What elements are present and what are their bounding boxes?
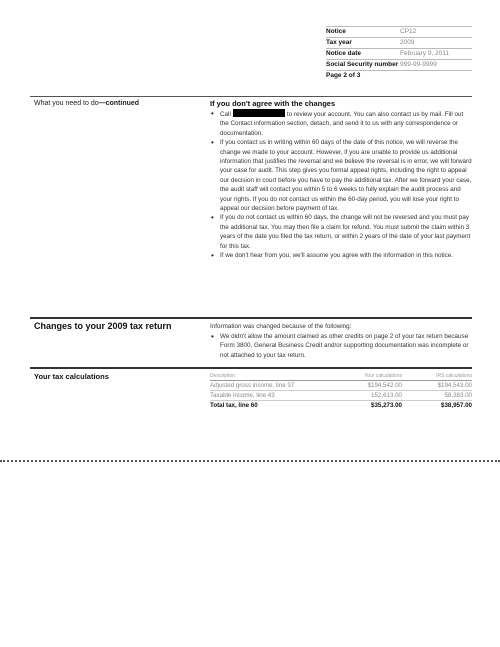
bullet-text: to review your account. You can also contact us by mail. Fill out the Contact information section, detach, and send it to us with any correspondence or documentation. (220, 111, 464, 137)
total-label: Total tax, line 60 (210, 402, 258, 409)
what-to-do-text: What you need to do (34, 100, 99, 107)
column-header: Description (210, 373, 236, 379)
changes-bullets (210, 332, 472, 360)
section-label-what-to-do (34, 100, 139, 107)
total-row (210, 401, 472, 410)
column-header: Your calculations (364, 373, 402, 379)
page-number: Page 2 of 3 (326, 72, 361, 79)
total-irs-calculation: $38,957.00 (441, 402, 472, 409)
tax-year-row (326, 38, 472, 49)
column-header: IRS calculations (436, 373, 472, 379)
table-row (210, 381, 472, 391)
section-divider (30, 367, 472, 369)
list-item (210, 213, 472, 251)
table-cell: 152,613.00 (371, 392, 402, 399)
section-divider (30, 96, 472, 97)
list-item (210, 109, 472, 138)
table-cell: $194,543.00 (437, 382, 472, 389)
table-cell: $194,542.00 (367, 382, 402, 389)
bullet-text: We didn't allow the amount claimed as other credits on page 2 of your tax return because Form 3800, General Business Credit and/or supporting documentation was incomplete or not attached to your tax return. (220, 333, 469, 359)
page-number-row (326, 71, 472, 81)
disagree-bullets (210, 109, 472, 261)
tax-calculations-table (210, 372, 472, 410)
notice-info-table (326, 26, 472, 81)
table-cell: Taxable income, line 43 (210, 392, 275, 399)
table-cell: Adjusted gross income, line 37 (210, 382, 295, 389)
notice-date-value: February 9, 2011 (400, 50, 450, 57)
ssn-row (326, 60, 472, 71)
tax-year-value: 2009 (400, 39, 415, 46)
list-item (210, 332, 472, 360)
redacted-phone (233, 109, 285, 117)
table-cell: 58,383.00 (444, 392, 472, 399)
changes-intro: Information was changed because of the following: (210, 323, 352, 330)
ssn-label: Social Security number (326, 61, 399, 68)
notice-label: Notice (326, 28, 346, 35)
table-row (210, 391, 472, 401)
disagree-heading: If you don't agree with the changes (210, 99, 336, 108)
call-text: Call (220, 111, 231, 118)
ssn-value: 999-99-9999 (400, 61, 437, 68)
notice-row (326, 26, 472, 38)
bullet-text: If we don't hear from you, we'll assume you agree with the information in this notice. (220, 252, 454, 260)
bullet-text: If you do not contact us within 60 days, the change will not be reversed and you must pay the additional tax. You may then file a claim for refund. You must submit the claim within 3 years of the date you filed the tax return, or within 2 years of the date of your last payment for this tax. (220, 214, 471, 250)
bullet-text: If you contact us in writing within 60 days of the date of this notice, we will reverse the change we made to your account. However, if you are unable to provide us additional information that justifies the reversal and we believe the reversal is in error, we will forward your case for audit. This step gives you formal appeal rights, including the right to appeal our decision in court before you have to pay the additional tax. After we forward your case, the audit staff will contact you within 5 to 6 weeks to fully explain the audit process and your rights. If you do not contact us within the 60-day period, you will lose your right to appeal our decision before payment of tax. (220, 139, 472, 213)
detach-line (0, 460, 500, 462)
total-your-calculation: $35,273.00 (371, 402, 402, 409)
notice-date-row (326, 49, 472, 60)
changes-heading: Changes to your 2009 tax return (34, 321, 172, 331)
list-item (210, 251, 472, 260)
tax-calculations-heading: Your tax calculations (34, 372, 109, 381)
table-header-row (210, 372, 472, 381)
notice-date-label: Notice date (326, 50, 362, 57)
tax-year-label: Tax year (326, 39, 352, 46)
list-item (210, 138, 472, 213)
notice-value: CP12 (400, 28, 417, 35)
continued-text: —continued (98, 100, 140, 107)
section-divider (30, 317, 472, 319)
